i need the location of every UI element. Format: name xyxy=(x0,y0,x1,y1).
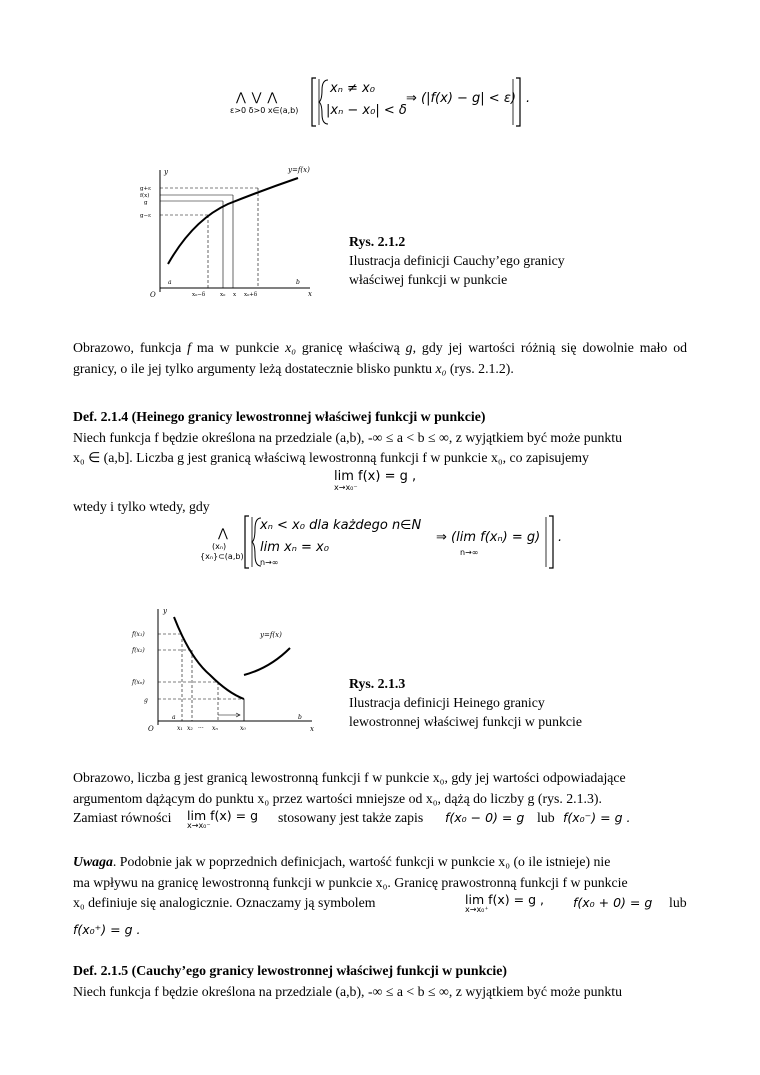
function-curve-right xyxy=(244,648,290,675)
para1-x0: x₀ xyxy=(285,340,296,355)
definition-215-title: Def. 2.1.5 (Cauchy’ego granicy lewostronnej właściwej funkcji w punkcie) xyxy=(73,963,507,978)
wtedy-line: wtedy i tylko wtedy, gdy xyxy=(73,499,210,514)
formula-line1: xₙ ≠ x₀ xyxy=(330,81,375,96)
x-axis-label: x xyxy=(310,725,314,733)
x-tick-x0: x₀ xyxy=(220,292,226,298)
curve-label: y=f(x) xyxy=(288,166,310,174)
para2-line2: argumentom dążącym do punktu x₀ przez wartości mniejsze od x₀, dążą do liczby g (rys. 2.1.3). xyxy=(73,790,602,806)
caption-fig2-title: Rys. 2.1.3 xyxy=(349,676,406,691)
caption-fig1-line1: Ilustracja definicji Cauchy’ego granicy xyxy=(349,253,565,268)
y-tick-fx: f(x) xyxy=(140,193,150,199)
x-tick-x0: x₀ xyxy=(240,725,246,732)
caption-fig2 xyxy=(349,674,582,731)
uwaga-line2: ma wpływu na granicę lewostronną funkcji w punkcie x₀. Granicę prawostronną funkcji f w punkcie xyxy=(73,874,628,890)
curve-label: y=f(x) xyxy=(260,631,282,639)
para2-line3: Zamiast równości lim f(x) = g x→x₀⁻ stosowany jest także zapis f(x₀ − 0) = g lub f(x₀⁻) = g . xyxy=(73,808,631,830)
y-tick-g-plus-eps: g+ε xyxy=(140,186,151,192)
function-curve-left xyxy=(174,617,244,699)
b-label: b xyxy=(298,714,302,721)
formula-end: . xyxy=(526,91,531,106)
lim-notation: lim f(x) = g , x→x₀⁻ xyxy=(334,469,417,492)
caption-fig1-title: Rys. 2.1.2 xyxy=(349,234,406,249)
y-axis-label: y xyxy=(164,168,168,176)
definition-title: Def. 2.1.4 (Heinego granicy lewostronnej właściwej funkcji w punkcie) xyxy=(73,409,486,424)
uwaga-label: Uwaga xyxy=(73,854,113,869)
origin-label: O xyxy=(148,725,154,733)
x-tick-x1: x₁ xyxy=(177,725,183,732)
x-tick-x: x xyxy=(233,292,237,298)
paragraph-intuition-heine xyxy=(73,768,687,809)
formula-rhs: ⇒ (|f(x) − g| < ε) xyxy=(406,91,516,106)
y-tick-g: g xyxy=(144,200,148,206)
quantifier-symbols: ⋀ ⋁ ⋀ xyxy=(236,90,279,104)
definition-215-line1: Niech funkcja f będzie określona na przedziale (a,b), -∞ ≤ a < b ≤ ∞, z wyjątkiem być może punktu xyxy=(73,983,623,999)
b-label: b xyxy=(296,279,300,286)
uwaga-line3: x₀ definiuje się analogicznie. Oznaczamy ją symbolem lim f(x) = g , x→x₀⁺ f(x₀ + 0) = g lub xyxy=(73,892,687,914)
caption-fig1-line2: właściwej funkcji w punkcie xyxy=(349,272,508,287)
formula-line2: |xₙ − x₀| < δ xyxy=(326,103,407,118)
a-label: a xyxy=(172,714,176,721)
y-tick-g-minus-eps: g−ε xyxy=(140,213,151,219)
remark-uwaga: Uwaga. Podobnie jak w poprzednich definicjach, wartość funkcji w punkcie x₀ (o ile istnieje) nie ma wpływu na granicę lewostronną funkcji w punkcie x₀. Granicę prawostronną funkcji f w punkcie xyxy=(73,852,687,893)
x-dots: ··· xyxy=(198,725,204,732)
y-tick-fxn: f(xₙ) xyxy=(132,679,145,686)
x-tick-x2: x₂ xyxy=(187,725,193,732)
x-tick-x0-plus-delta: x₀+δ xyxy=(244,292,258,298)
definition-2-1-4 xyxy=(73,407,687,469)
caption-fig1 xyxy=(349,232,565,289)
y-tick-fx1: f(x₁) xyxy=(132,631,145,638)
y-tick-g: g xyxy=(144,697,148,704)
definition-2-1-5 xyxy=(73,961,687,1002)
figure-cauchy-limit xyxy=(138,160,318,300)
x-axis-label: x xyxy=(308,290,312,298)
caption-fig2-line1: Ilustracja definicji Heinego granicy xyxy=(349,695,545,710)
quantifier-subscripts: ε>0 δ>0 x∈(a,b) xyxy=(230,106,299,115)
paragraph-intuition-cauchy: Obrazowo, funkcja f ma w punkcie x₀ granicę właściwą g, gdy jej wartości różnią się dowolnie mało od granicy, o ile jej tylko argumenty leżą dostatecznie blisko punktu x₀ (rys. 2.1.2). xyxy=(73,340,688,376)
figure-heine-limit xyxy=(130,603,320,738)
x-tick-x0-minus-delta: x₀−δ xyxy=(192,292,206,298)
caption-fig2-line2: lewostronnej właściwej funkcji w punkcie xyxy=(349,714,582,729)
a-label: a xyxy=(168,279,172,286)
y-tick-fx2: f(x₂) xyxy=(132,647,145,654)
para2-line1: Obrazowo, liczba g jest granicą lewostronną funkcji f w punkcie x₀, gdy jej wartości odpowiadające xyxy=(73,770,626,785)
origin-label: O xyxy=(150,291,156,299)
definition-line2: x₀ ∈ (a,b]. Liczba g jest granicą właściwą lewostronną funkcji f w punkcie x₀, co zapisujemy xyxy=(73,450,589,465)
uwaga-line4: f(x₀⁺) = g . xyxy=(73,922,141,937)
formula-heine: ⋀ (xₙ) {xₙ}⊂(a,b) xₙ < x₀ dla każdego n∈N lim xₙ = x₀ n→∞ ⇒ (lim f(xₙ) = g) n→∞ . xyxy=(198,514,568,570)
definition-line1: Niech funkcja f będzie określona na przedziale (a,b), -∞ ≤ a < b ≤ ∞, z wyjątkiem być może punktu xyxy=(73,429,623,445)
formula-cauchy xyxy=(230,76,540,128)
x-tick-xn: xₙ xyxy=(212,725,218,732)
y-axis-label: y xyxy=(163,607,167,615)
